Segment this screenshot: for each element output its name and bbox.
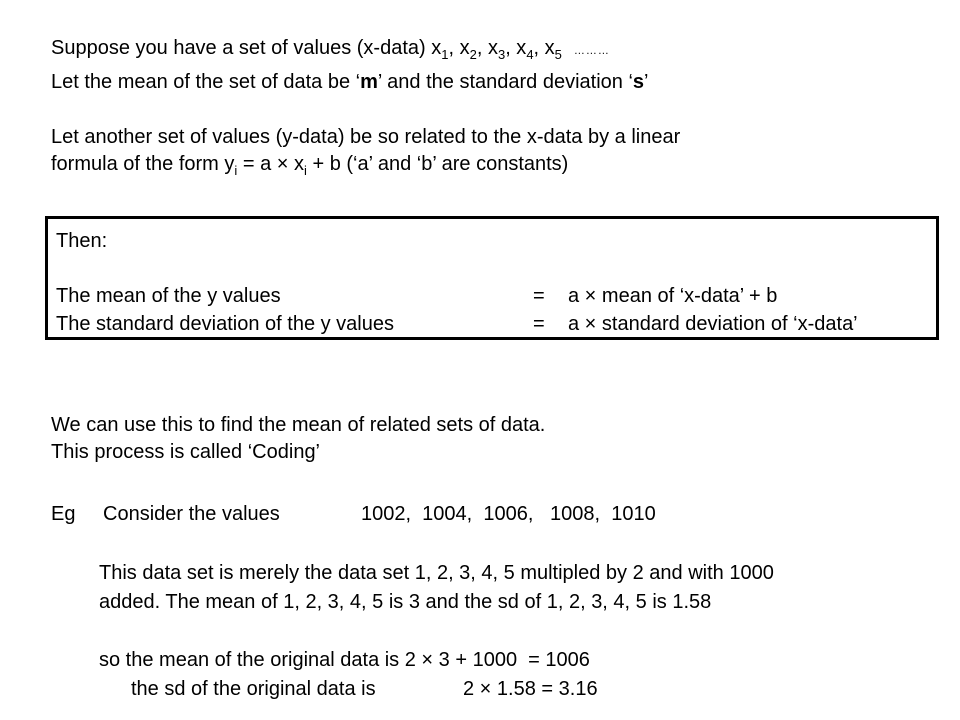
box-row2-eq: = <box>533 313 545 335</box>
box-row1-left: The mean of the y values <box>56 285 281 307</box>
separator: , x <box>505 37 527 59</box>
subscript: 3 <box>497 47 506 62</box>
intro-text: formula of the form y <box>51 153 235 175</box>
sd-symbol: s <box>632 71 645 93</box>
explanation-line-2: added. The mean of 1, 2, 3, 4, 5 is 3 and the sd of 1, 2, 3, 4, 5 is 1.58 <box>99 591 712 613</box>
intro-text: ’ <box>644 71 649 93</box>
explanation-line-1: This data set is merely the data set 1, 2, 3, 4, 5 multipled by 2 and with 1000 <box>99 562 774 584</box>
box-row2-right: a × standard deviation of ‘x-data’ <box>568 313 858 335</box>
eg-text: Consider the values <box>103 503 280 525</box>
intro-text: ’ and the standard deviation ‘ <box>377 71 633 93</box>
intro-line-1 <box>51 36 610 63</box>
separator: , x <box>448 37 470 59</box>
subscript: i <box>304 163 307 178</box>
result-box <box>45 216 939 340</box>
intro-text: = a × x <box>237 153 305 175</box>
result-mean: so the mean of the original data is 2 × 3 + 1000 = 1006 <box>99 649 590 671</box>
subscript: 4 <box>526 47 534 62</box>
mean-symbol: m <box>360 71 378 93</box>
body-p1: We can use this to find the mean of related sets of data. <box>51 414 546 436</box>
intro-text: Let the mean of the set of data be ‘ <box>51 71 361 93</box>
intro-line-3: Let another set of values (y-data) be so related to the x-data by a linear <box>51 126 681 148</box>
subscript: i <box>234 163 238 178</box>
ellipsis: ……… <box>573 45 610 57</box>
intro-text: + b (‘a’ and ‘b’ are constants) <box>306 153 569 175</box>
subscript: 1 <box>441 47 449 62</box>
intro-text: Suppose you have a set of values (x-data) x <box>51 37 442 59</box>
subscript: 5 <box>554 47 562 62</box>
intro-line-2 <box>51 70 648 94</box>
box-then: Then: <box>56 230 108 252</box>
result-sd-value: 2 × 1.58 = 3.16 <box>463 678 598 700</box>
separator: , x <box>533 37 555 59</box>
eg-label: Eg <box>51 503 76 525</box>
eg-values: 1002, 1004, 1006, 1008, 1010 <box>361 503 656 525</box>
subscript: 2 <box>469 47 477 62</box>
box-row1-eq: = <box>533 285 545 307</box>
intro-line-4 <box>51 152 568 178</box>
body-p2: This process is called ‘Coding’ <box>51 441 321 463</box>
box-row1-right: a × mean of ‘x-data’ + b <box>568 285 778 307</box>
result-sd-label: the sd of the original data is <box>131 678 376 700</box>
box-row2-left: The standard deviation of the y values <box>56 313 394 335</box>
separator: , x <box>476 37 498 59</box>
